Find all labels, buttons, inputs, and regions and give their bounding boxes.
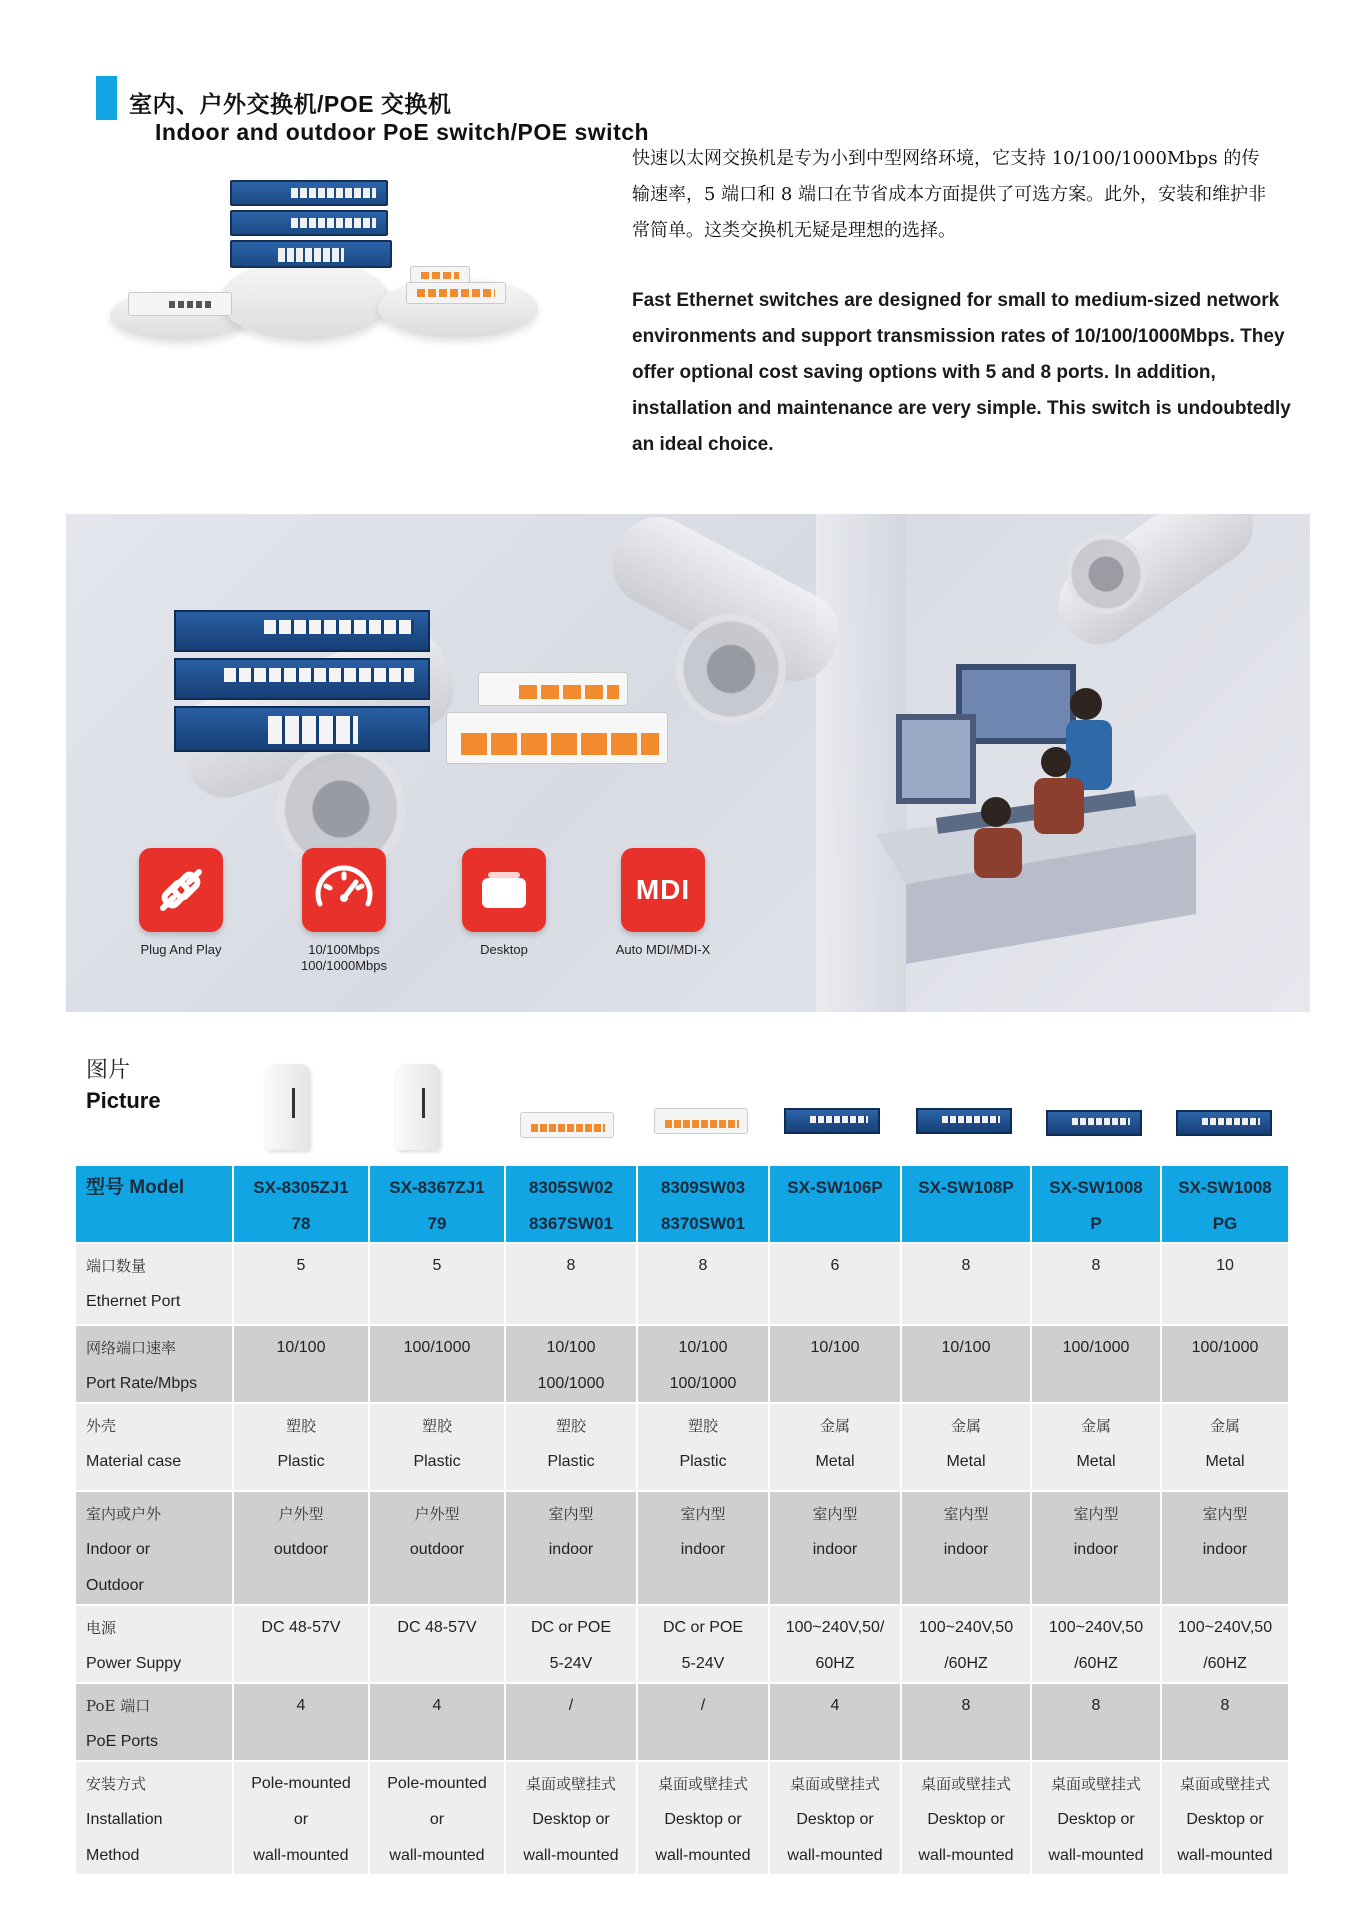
- table-cell: 室内型 indoor: [505, 1491, 637, 1605]
- row-label: 电源 Power Suppy: [75, 1605, 233, 1683]
- switch-blue-3: [230, 240, 392, 268]
- table-cell: DC 48-57V: [233, 1605, 369, 1683]
- table-row: [75, 1605, 1289, 1683]
- table-cell: 100/1000: [369, 1325, 505, 1403]
- switch-blue-1: [230, 180, 388, 206]
- switch-blue-2: [230, 210, 388, 236]
- table-cell: 桌面或壁挂式 Desktop or wall-mounted: [901, 1761, 1031, 1875]
- table-cell: 4: [369, 1683, 505, 1761]
- row-label: 端口数量 Ethernet Port: [75, 1243, 233, 1325]
- table-cell: 8: [637, 1243, 769, 1325]
- table-row: [75, 1325, 1289, 1403]
- page-title: [129, 86, 649, 146]
- intro-text-cn: 快速以太网交换机是专为小到中型网络环境，它支持 10/100/1000Mbps 的传输速率，5 端口和 8 端口在节省成本方面提供了可选方案。此外，安装和维护非常简单。这类交换机无疑是理想的选择。: [632, 148, 1267, 241]
- table-cell: 5: [233, 1243, 369, 1325]
- mdi-icon-text: MDI: [635, 874, 691, 905]
- feature-label: 10/100Mbps 100/1000Mbps: [300, 942, 387, 973]
- product-thumb-white-switch-1: [520, 1112, 614, 1138]
- row-label: 室内或户外 Indoor or Outdoor: [75, 1491, 233, 1605]
- feature-label: Desktop: [480, 942, 528, 957]
- table-cell: 10/100 100/1000: [637, 1325, 769, 1403]
- desktop-icon: [462, 848, 546, 932]
- row-label: 网络端口速率 Port Rate/Mbps: [75, 1325, 233, 1403]
- spec-table: [74, 1164, 1290, 1876]
- table-header-row: [75, 1165, 1289, 1243]
- table-cell: Pole-mounted or wall-mounted: [369, 1761, 505, 1875]
- feature-plug-and-play: [101, 848, 261, 958]
- title-en: Indoor and outdoor PoE switch/POE switch: [155, 119, 650, 145]
- operators-illustration: [876, 644, 1206, 974]
- switch-white-large: [406, 282, 506, 304]
- table-cell: 塑胶 Plastic: [233, 1403, 369, 1491]
- table-cell: DC or POE 5-24V: [637, 1605, 769, 1683]
- table-cell: 室内型 indoor: [1161, 1491, 1289, 1605]
- table-cell: 8: [901, 1243, 1031, 1325]
- title-accent-bar: [96, 76, 117, 120]
- table-cell: 100/1000: [1031, 1325, 1161, 1403]
- table-cell: /: [505, 1683, 637, 1761]
- plug-icon: [139, 848, 223, 932]
- banner-white-switch-large: [446, 712, 668, 764]
- title-cn: 室内、户外交换机/POE 交换机: [129, 91, 452, 117]
- table-cell: 户外型 outdoor: [369, 1491, 505, 1605]
- table-cell: DC or POE 5-24V: [505, 1605, 637, 1683]
- feature-banner: [66, 514, 1310, 1012]
- table-cell: 100~240V,50 /60HZ: [901, 1605, 1031, 1683]
- table-cell: 10: [1161, 1243, 1289, 1325]
- header-model: SX-8367ZJ1 79: [369, 1165, 505, 1243]
- table-cell: 100~240V,50 /60HZ: [1161, 1605, 1289, 1683]
- table-cell: 金属 Metal: [1161, 1403, 1289, 1491]
- table-cell: 8: [1031, 1683, 1161, 1761]
- table-cell: 10/100: [769, 1325, 901, 1403]
- row-label: 安装方式 Installation Method: [75, 1761, 233, 1875]
- table-row: [75, 1243, 1289, 1325]
- header-model-label: 型号 Model: [75, 1165, 233, 1243]
- table-cell: 金属 Metal: [1031, 1403, 1161, 1491]
- table-cell: 金属 Metal: [769, 1403, 901, 1491]
- table-cell: 金属 Metal: [901, 1403, 1031, 1491]
- product-thumb-outdoor-2: [396, 1064, 440, 1150]
- table-cell: 室内型 indoor: [769, 1491, 901, 1605]
- table-cell: 100~240V,50/ 60HZ: [769, 1605, 901, 1683]
- table-cell: 室内型 indoor: [901, 1491, 1031, 1605]
- table-cell: 桌面或壁挂式 Desktop or wall-mounted: [1031, 1761, 1161, 1875]
- camera-lens-3: [1066, 534, 1146, 614]
- table-cell: 4: [233, 1683, 369, 1761]
- banner-switch-3: [174, 706, 430, 752]
- table-cell: 塑胶 Plastic: [505, 1403, 637, 1491]
- mdi-icon: [621, 848, 705, 932]
- table-cell: 8: [505, 1243, 637, 1325]
- table-cell: 6: [769, 1243, 901, 1325]
- table-cell: 100/1000: [1161, 1325, 1289, 1403]
- table-cell: 塑胶 Plastic: [369, 1403, 505, 1491]
- header-model: 8305SW02 8367SW01: [505, 1165, 637, 1243]
- table-cell: 4: [769, 1683, 901, 1761]
- table-cell: 8: [1161, 1683, 1289, 1761]
- table-row: [75, 1491, 1289, 1605]
- table-cell: 10/100 100/1000: [505, 1325, 637, 1403]
- header-model: SX-SW1008 PG: [1161, 1165, 1289, 1243]
- table-cell: 桌面或壁挂式 Desktop or wall-mounted: [1161, 1761, 1289, 1875]
- header-model: SX-SW108P: [901, 1165, 1031, 1243]
- table-cell: 塑胶 Plastic: [637, 1403, 769, 1491]
- header-model: SX-SW1008 P: [1031, 1165, 1161, 1243]
- table-cell: 8: [901, 1683, 1031, 1761]
- banner-switch-2: [174, 658, 430, 700]
- feature-auto-mdi: [583, 848, 743, 958]
- podium-center: [220, 260, 390, 340]
- product-thumb-blue-switch-4: [1176, 1110, 1272, 1136]
- banner-white-switch-small: [478, 672, 628, 706]
- table-row: [75, 1403, 1289, 1491]
- banner-switch-1: [174, 610, 430, 652]
- row-label: PoE 端口 PoE Ports: [75, 1683, 233, 1761]
- table-cell: 桌面或壁挂式 Desktop or wall-mounted: [505, 1761, 637, 1875]
- picture-label-en: Picture: [86, 1088, 161, 1113]
- table-cell: 8: [1031, 1243, 1161, 1325]
- table-cell: /: [637, 1683, 769, 1761]
- product-thumb-blue-switch-2: [916, 1108, 1012, 1134]
- table-cell: Pole-mounted or wall-mounted: [233, 1761, 369, 1875]
- table-cell: 100~240V,50 /60HZ: [1031, 1605, 1161, 1683]
- table-cell: 桌面或壁挂式 Desktop or wall-mounted: [769, 1761, 901, 1875]
- feature-speed: [264, 848, 424, 974]
- feature-desktop: [424, 848, 584, 958]
- feature-label: Plug And Play: [140, 942, 222, 957]
- router-white: [128, 292, 232, 316]
- product-thumb-blue-switch-3: [1046, 1110, 1142, 1136]
- table-row: [75, 1683, 1289, 1761]
- header-model: 8309SW03 8370SW01: [637, 1165, 769, 1243]
- table-cell: 5: [369, 1243, 505, 1325]
- table-cell: 室内型 indoor: [1031, 1491, 1161, 1605]
- product-thumb-white-switch-2: [654, 1108, 748, 1134]
- table-cell: 桌面或壁挂式 Desktop or wall-mounted: [637, 1761, 769, 1875]
- row-label: 外壳 Material case: [75, 1403, 233, 1491]
- table-cell: 10/100: [901, 1325, 1031, 1403]
- table-cell: 10/100: [233, 1325, 369, 1403]
- intro-text-en: Fast Ethernet switches are designed for small to medium-sized network environments and support transmission rates of 10/100/1000Mbps. They offer optional cost saving options with 5 and 8 ports. In addition, installation and maintenance are very simple. This switch is undoubtedly an ideal choice.: [632, 290, 1291, 455]
- camera-lens-1: [676, 614, 786, 724]
- product-thumb-blue-switch-1: [784, 1108, 880, 1134]
- picture-label-cn: 图片: [86, 1057, 131, 1082]
- header-model: SX-SW106P: [769, 1165, 901, 1243]
- feature-label: Auto MDI/MDI-X: [615, 942, 711, 957]
- table-cell: 室内型 indoor: [637, 1491, 769, 1605]
- hero-product-image: [100, 170, 540, 350]
- table-cell: DC 48-57V: [369, 1605, 505, 1683]
- speedometer-icon: [302, 848, 386, 932]
- table-cell: 户外型 outdoor: [233, 1491, 369, 1605]
- product-thumb-outdoor-1: [266, 1064, 310, 1150]
- table-row: [75, 1761, 1289, 1875]
- header-model: SX-8305ZJ1 78: [233, 1165, 369, 1243]
